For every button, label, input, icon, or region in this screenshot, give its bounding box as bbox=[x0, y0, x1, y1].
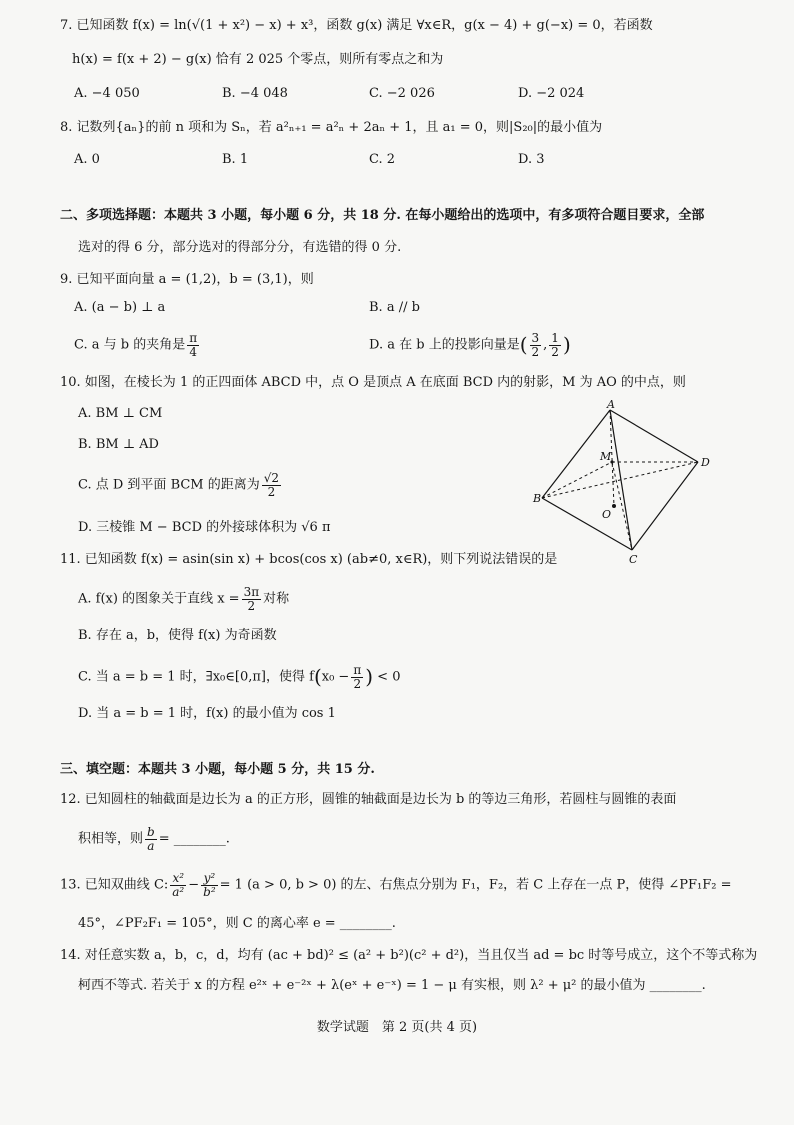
section3-heading: 三、填空题：本题共 3 小题，每小题 5 分，共 15 分. bbox=[60, 762, 375, 777]
q7-option-b: B. −4 048 bbox=[222, 86, 288, 101]
q13-f1-num: x² bbox=[170, 872, 186, 886]
q11-c-fraction bbox=[351, 664, 363, 690]
q7-option-a: A. −4 050 bbox=[74, 86, 140, 101]
q8-option-b: B. 1 bbox=[222, 152, 249, 167]
q11-option-a-text: A. f(x) 的图象关于直线 x = bbox=[78, 591, 240, 607]
q9-d-num1: 3 bbox=[531, 331, 540, 345]
q11-c-inner: x₀ − bbox=[321, 669, 350, 685]
label-c: C bbox=[629, 553, 638, 566]
label-o: O bbox=[602, 508, 612, 521]
q12-line2 bbox=[78, 826, 230, 852]
q13-line1-pre: 13. 已知双曲线 C: bbox=[60, 877, 169, 893]
q7-stem-line2: h(x) = f(x + 2) − g(x) 恰有 2 025 个零点，则所有零点之和为 bbox=[72, 52, 444, 67]
q11-option-a bbox=[78, 586, 289, 612]
point-o bbox=[612, 504, 616, 508]
q11-a-fraction bbox=[242, 586, 262, 612]
q11-option-d: D. 当 a = b = 1 时，f(x) 的最小值为 cos 1 bbox=[78, 706, 336, 721]
q7-stem-line1: 7. 已知函数 f(x) = ln(√(1 + x²) − x) + x³，函数 g(x) 满足 ∀x∈R，g(x − 4) + g(−x) = 0，若函数 bbox=[60, 18, 653, 33]
q12-line2-pre: 积相等，则 bbox=[78, 831, 144, 847]
q9-option-c-text: C. a 与 b 的夹角是 bbox=[74, 337, 186, 353]
q9-d-den1: 2 bbox=[531, 344, 540, 359]
label-m: M bbox=[600, 450, 612, 463]
q9-c-denominator: 4 bbox=[189, 344, 197, 359]
section2-heading-line2: 选对的得 6 分，部分选对的得部分分，有选错的得 0 分. bbox=[78, 240, 402, 255]
edge-ad bbox=[610, 410, 698, 462]
q11-option-c-post: < 0 bbox=[377, 669, 401, 685]
q11-option-a-post: 对称 bbox=[263, 591, 290, 607]
q9-d-num2: 1 bbox=[551, 331, 559, 345]
q7-option-d: D. −2 024 bbox=[518, 86, 585, 101]
q7-option-c: C. −2 026 bbox=[369, 86, 435, 101]
q11-a-numerator: 3π bbox=[243, 585, 260, 599]
q10-c-fraction bbox=[262, 472, 281, 498]
q11-stem: 11. 已知函数 f(x) = asin(sin x) + bcos(cos x) (ab≠0, x∈R)，则下列说法错误的是 bbox=[60, 552, 558, 567]
q13-f1-den: a² bbox=[172, 884, 185, 899]
q9-option-c bbox=[74, 332, 201, 358]
q10-option-c-text: C. 点 D 到平面 BCM 的距离为 bbox=[78, 477, 260, 493]
q10-option-c bbox=[78, 472, 283, 498]
q11-a-denominator: 2 bbox=[247, 598, 256, 613]
q12-fraction bbox=[145, 826, 157, 852]
q13-line1-post: = 1 (a > 0, b > 0) 的左、右焦点分别为 F₁，F₂，若 C 上存在一点 P，使得 ∠PF₁F₂ = bbox=[219, 877, 732, 893]
q12-denominator: a bbox=[147, 838, 155, 853]
tetrahedron-figure bbox=[530, 398, 720, 568]
section2-heading-line1: 二、多项选择题：本题共 3 小题，每小题 6 分，共 18 分. 在每小题给出的选项中，有多项符合题目要求，全部 bbox=[60, 208, 705, 223]
q14-line2: 柯西不等式. 若关于 x 的方程 e²ˣ + e⁻²ˣ + λ(eˣ + e⁻ˣ) = 1 − μ 有实根，则 λ² + μ² 的最小值为 ________. bbox=[78, 978, 706, 993]
q13-line2: 45°，∠PF₂F₁ = 105°，则 C 的离心率 e = ________. bbox=[78, 916, 396, 931]
q12-numerator: b bbox=[147, 825, 155, 839]
q9-c-fraction bbox=[187, 332, 199, 358]
q8-option-a: A. 0 bbox=[74, 152, 100, 167]
q13-frac2 bbox=[201, 872, 218, 898]
label-b: B bbox=[533, 492, 542, 505]
q9-stem: 9. 已知平面向量 a = (1,2)，b = (3,1)，则 bbox=[60, 272, 314, 287]
q9-d-frac2 bbox=[549, 332, 561, 358]
edge-ac bbox=[610, 410, 632, 550]
q9-d-den2: 2 bbox=[551, 344, 559, 359]
q14-line1: 14. 对任意实数 a，b，c，d，均有 (ac + bd)² ≤ (a² + b²)(c² + d²)，当且仅当 ad = bc 时等号成立，这个不等式称为 bbox=[60, 948, 758, 963]
q11-c-numerator: π bbox=[353, 663, 362, 677]
q13-minus: − bbox=[188, 877, 200, 893]
q10-option-b: B. BM ⊥ AD bbox=[78, 437, 159, 452]
page-footer: 数学试题 第 2 页(共 4 页) bbox=[316, 1020, 478, 1035]
q11-option-c-text: C. 当 a = b = 1 时，∃x₀∈[0,π]，使得 f bbox=[78, 669, 314, 685]
q9-d-frac1 bbox=[530, 332, 542, 358]
q9-c-numerator: π bbox=[189, 331, 198, 345]
label-a: A bbox=[607, 398, 615, 411]
q10-stem: 10. 如图，在棱长为 1 的正四面体 ABCD 中，点 O 是顶点 A 在底面 BCD 内的射影，M 为 AO 的中点，则 bbox=[60, 375, 686, 390]
q11-c-denominator: 2 bbox=[353, 676, 362, 691]
q10-c-denominator: 2 bbox=[267, 484, 276, 499]
q10-option-a: A. BM ⊥ CM bbox=[78, 406, 163, 421]
q13-f2-num: y² bbox=[201, 872, 218, 886]
q13-line1 bbox=[60, 872, 732, 898]
q9-option-a: A. (a − b) ⊥ a bbox=[74, 300, 166, 315]
q11-option-b: B. 存在 a，b，使得 f(x) 为奇函数 bbox=[78, 628, 277, 643]
q12-line2-post: = ________. bbox=[158, 831, 230, 847]
q10-c-numerator: √2 bbox=[263, 471, 280, 485]
edge-bc bbox=[542, 498, 632, 550]
q13-frac1 bbox=[170, 872, 186, 898]
q8-stem: 8. 记数列{aₙ}的前 n 项和为 Sₙ，若 a²ₙ₊₁ = a²ₙ + 2aₙ + 1，且 a₁ = 0，则|S₂₀|的最小值为 bbox=[60, 120, 603, 135]
q8-option-d: D. 3 bbox=[518, 152, 545, 167]
q9-option-d-text: D. a 在 b 上的投影向量是 bbox=[369, 337, 520, 353]
q9-option-b: B. a // b bbox=[369, 300, 420, 315]
q8-option-c: C. 2 bbox=[369, 152, 396, 167]
q10-option-d: D. 三棱锥 M − BCD 的外接球体积为 √6 π bbox=[78, 520, 331, 535]
label-d: D bbox=[701, 456, 710, 469]
segment-bm bbox=[542, 462, 612, 498]
q12-line1: 12. 已知圆柱的轴截面是边长为 a 的正方形，圆锥的轴截面是边长为 b 的等边三角形，若圆柱与圆锥的表面 bbox=[60, 792, 677, 807]
q13-f2-den: b² bbox=[203, 884, 216, 899]
q9-option-d: D. a 在 b 上的投影向量是( $\frac{3}{2}$ , $\frac{1}{2}$ ) bbox=[369, 331, 571, 359]
q11-option-c: C. 当 a = b = 1 时，∃x₀∈[0,π]，使得 f(x₀ − $\frac{\pi}{2}$ ) < 0 bbox=[78, 663, 401, 691]
